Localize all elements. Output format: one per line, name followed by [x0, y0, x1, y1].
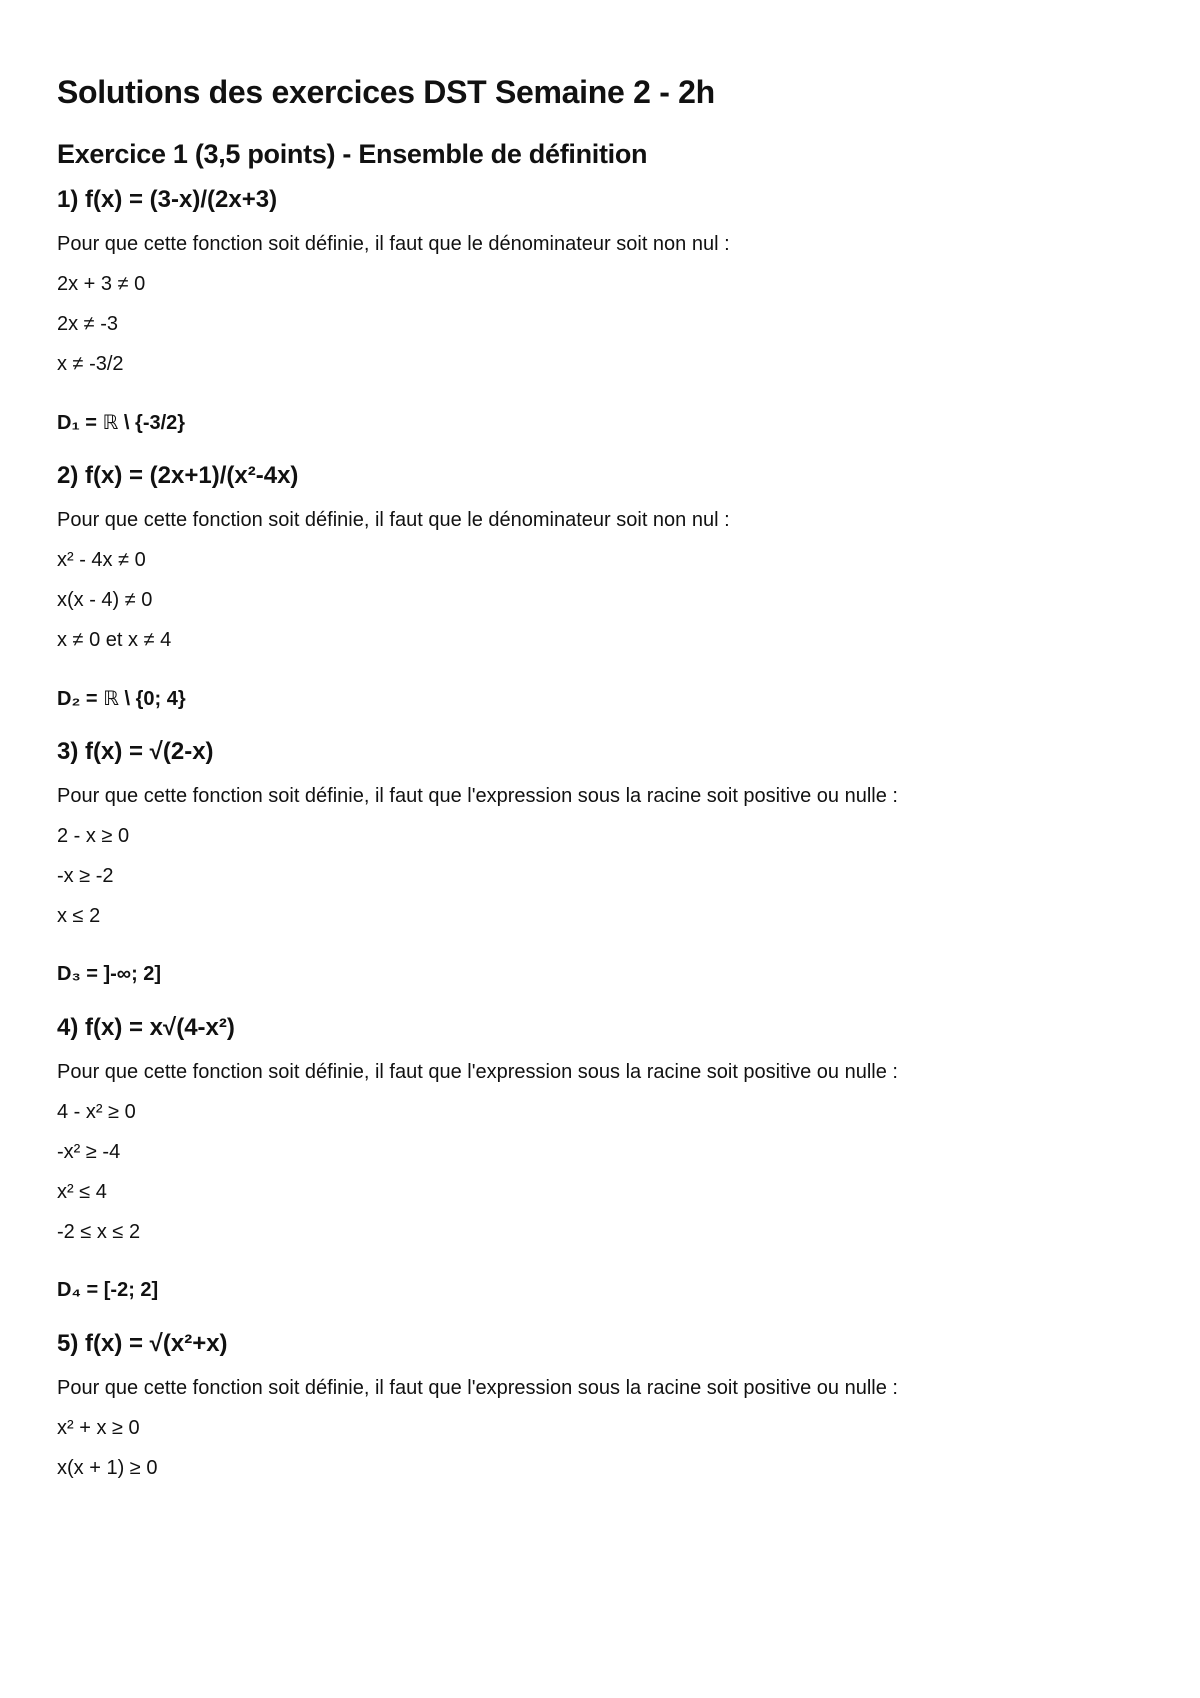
question-5 — [57, 1326, 1157, 1488]
question-title: 5) f(x) = √(x²+x) — [57, 1330, 228, 1357]
step-line: x(x - 4) ≠ 0 — [57, 589, 153, 611]
question-intro: Pour que cette fonction soit définie, il faut que le dénominateur soit non nul : — [57, 509, 730, 531]
question-1 — [57, 182, 1157, 442]
step-line: 2 - x ≥ 0 — [57, 825, 130, 847]
document-title: Solutions des exercices DST Semaine 2 - 2h — [57, 74, 715, 110]
domain-result-prefix: D₄ = [-2; 2] — [57, 1279, 159, 1301]
question-intro: Pour que cette fonction soit définie, il faut que l'expression sous la racine soit positive ou nulle : — [57, 1377, 898, 1399]
domain-result — [57, 678, 1157, 718]
step-line: -x² ≥ -4 — [57, 1141, 121, 1163]
step-line: x² - 4x ≠ 0 — [57, 549, 146, 571]
document-page — [57, 70, 1157, 1488]
step-line: 2x ≠ -3 — [57, 313, 118, 335]
real-numbers-symbol: ℝ — [103, 686, 119, 710]
step-line: -2 ≤ x ≤ 2 — [57, 1221, 141, 1243]
question-title: 1) f(x) = (3-x)/(2x+3) — [57, 186, 278, 213]
question-3 — [57, 734, 1157, 994]
question-intro: Pour que cette fonction soit définie, il faut que le dénominateur soit non nul : — [57, 233, 730, 255]
domain-result — [57, 1270, 1157, 1310]
question-intro: Pour que cette fonction soit définie, il faut que l'expression sous la racine soit positive ou nulle : — [57, 785, 898, 807]
step-line: 4 - x² ≥ 0 — [57, 1101, 136, 1123]
step-line: 2x + 3 ≠ 0 — [57, 273, 146, 295]
step-line: x² + x ≥ 0 — [57, 1417, 140, 1439]
question-4 — [57, 1010, 1157, 1310]
step-line: x(x + 1) ≥ 0 — [57, 1457, 158, 1479]
question-2 — [57, 458, 1157, 718]
domain-result-suffix: \ {0; 4} — [118, 688, 186, 710]
step-line: x ≤ 2 — [57, 905, 101, 927]
question-title: 4) f(x) = x√(4-x²) — [57, 1014, 235, 1041]
domain-result-prefix: D₁ = — [57, 412, 103, 434]
step-line: x ≠ 0 et x ≠ 4 — [57, 629, 172, 651]
real-numbers-symbol: ℝ — [102, 410, 119, 434]
step-line: -x ≥ -2 — [57, 865, 114, 887]
domain-result-suffix: \ {-3/2} — [118, 412, 186, 434]
domain-result — [57, 402, 1157, 442]
question-title: 2) f(x) = (2x+1)/(x²-4x) — [57, 462, 299, 489]
exercise-title: Exercice 1 (3,5 points) - Ensemble de définition — [57, 139, 648, 169]
step-line: x ≠ -3/2 — [57, 353, 124, 375]
domain-result — [57, 954, 1157, 994]
question-title: 3) f(x) = √(2-x) — [57, 738, 214, 765]
question-intro: Pour que cette fonction soit définie, il faut que l'expression sous la racine soit positive ou nulle : — [57, 1061, 898, 1083]
domain-result-prefix: D₂ = — [57, 688, 104, 710]
step-line: x² ≤ 4 — [57, 1181, 107, 1203]
domain-result-prefix: D₃ = ]-∞; 2] — [57, 963, 162, 985]
